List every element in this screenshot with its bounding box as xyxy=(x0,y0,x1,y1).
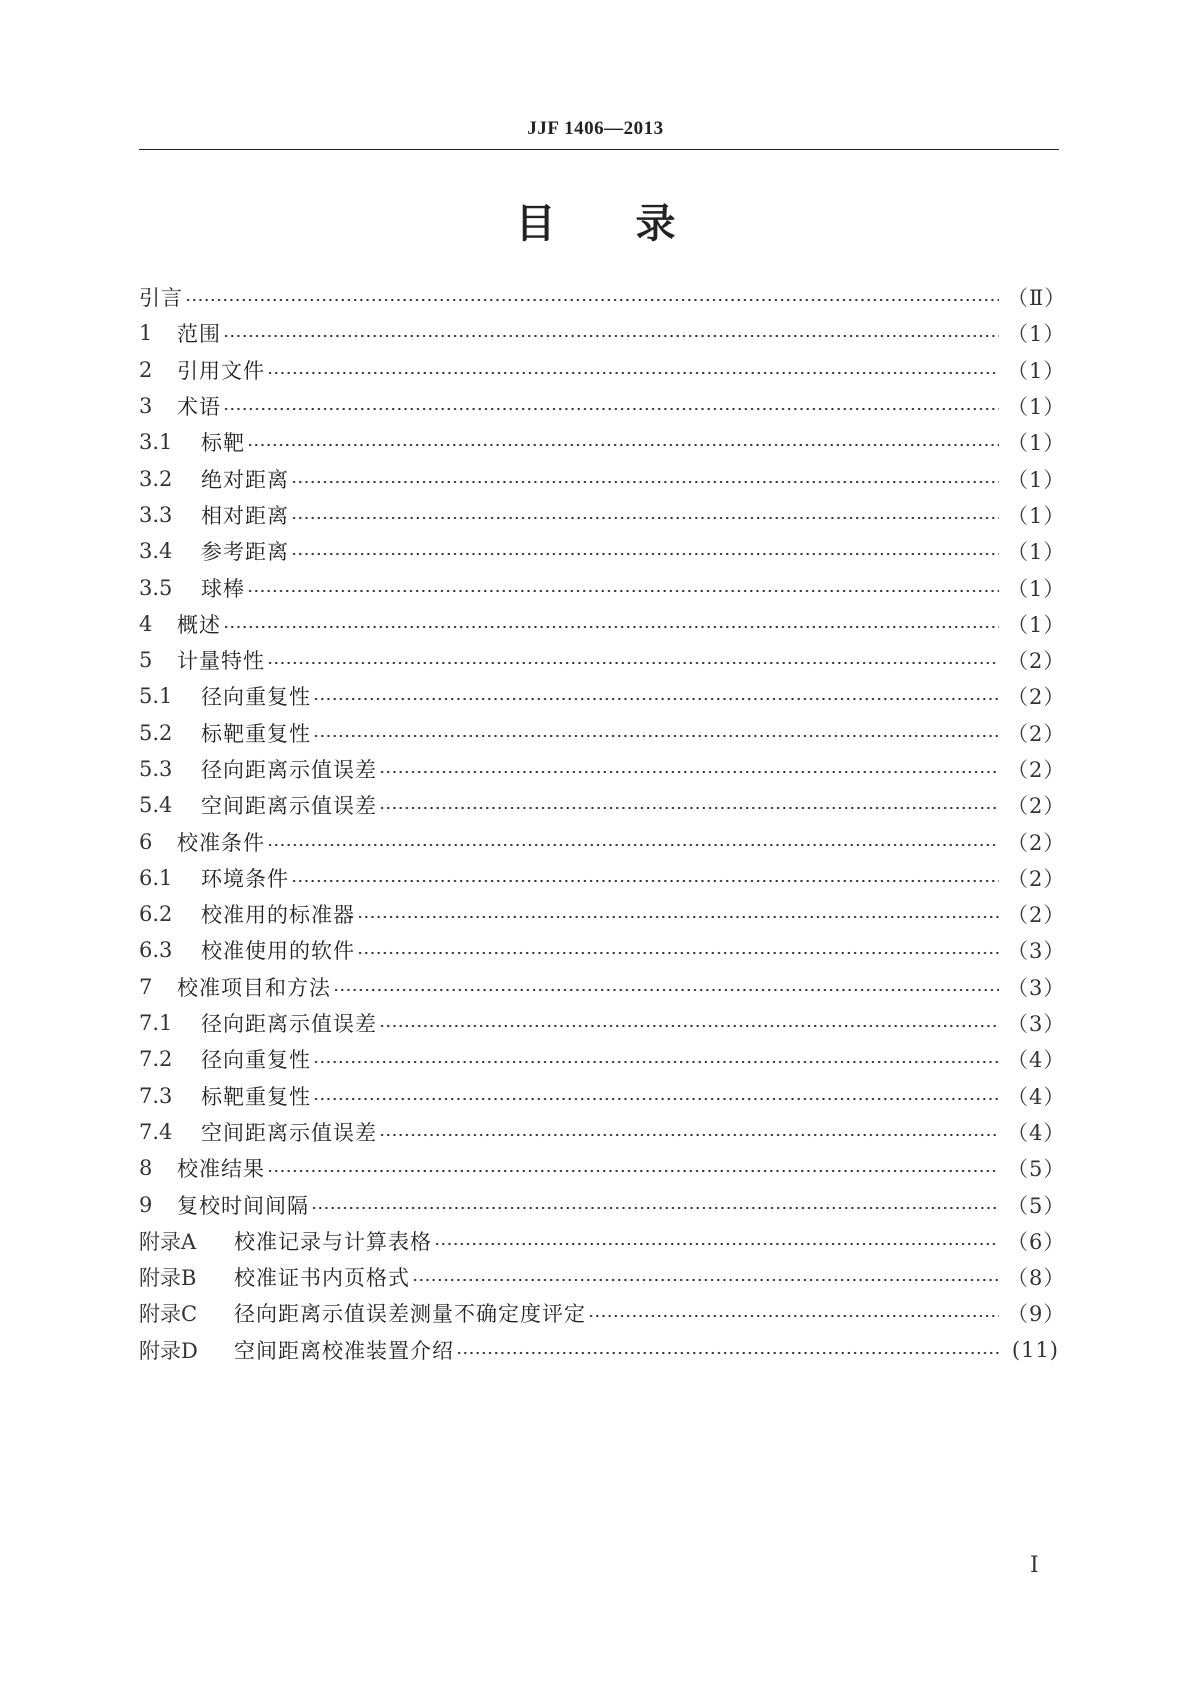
toc-entry-page: （4） xyxy=(1007,1120,1066,1145)
toc-dot-leader xyxy=(267,1169,999,1173)
toc-entry[interactable] xyxy=(139,860,1066,896)
toc-entry-page: （1） xyxy=(1007,395,1066,420)
toc-entry-number: 3.1 xyxy=(139,430,173,455)
toc-entry-number: 5.2 xyxy=(139,720,173,745)
toc-dot-leader xyxy=(412,1278,999,1282)
toc-entry-page: (11) xyxy=(1011,1337,1059,1362)
toc-entry-number: 6.1 xyxy=(139,865,173,890)
toc-entry-page: （1） xyxy=(1007,358,1066,383)
toc-entry-page: （8） xyxy=(1007,1266,1066,1291)
toc-dot-leader xyxy=(267,371,999,375)
toc-entry-title: 范围 xyxy=(177,322,221,347)
toc-entry-number: 7.2 xyxy=(139,1047,173,1072)
toc-entry-title: 径向重复性 xyxy=(201,685,311,710)
toc-entry[interactable] xyxy=(139,1223,1066,1259)
toc-entry[interactable] xyxy=(139,1295,1066,1331)
toc-entry-title: 术语 xyxy=(177,395,221,420)
toc-entry-title: 校准用的标准器 xyxy=(201,903,355,928)
toc-dot-leader xyxy=(267,661,999,665)
toc-entry-page: （9） xyxy=(1007,1302,1066,1327)
toc-entry-page: （3） xyxy=(1007,1012,1066,1037)
toc-entry-number: 7.1 xyxy=(139,1011,173,1036)
toc-entry[interactable] xyxy=(139,1259,1066,1295)
toc-entry-page: （1） xyxy=(1007,503,1066,528)
toc-entry[interactable] xyxy=(139,533,1066,569)
toc-entry-title: 标靶重复性 xyxy=(201,721,311,746)
toc-entry-page: （2） xyxy=(1007,721,1066,746)
toc-dot-leader xyxy=(379,770,999,774)
toc-entry-page: （6） xyxy=(1007,1229,1066,1254)
toc-entry-number: 1 xyxy=(139,321,153,346)
toc-entry-title: 环境条件 xyxy=(201,866,289,891)
toc-dot-leader xyxy=(357,951,999,955)
toc-entry-number: 9 xyxy=(139,1192,153,1217)
toc-entry-title: 径向重复性 xyxy=(201,1048,311,1073)
toc-dot-leader xyxy=(223,625,999,629)
toc-entry[interactable] xyxy=(139,823,1066,859)
toc-entry-number: 附录C xyxy=(139,1302,198,1327)
toc-entry[interactable] xyxy=(139,1332,1059,1368)
toc-dot-leader xyxy=(247,443,999,447)
toc-dot-leader xyxy=(333,988,999,992)
toc-entry-number: 5.4 xyxy=(139,793,173,818)
toc-entry-number: 3.4 xyxy=(139,539,173,564)
toc-entry-title: 空间距离示值误差 xyxy=(201,1120,377,1145)
toc-entry-title: 空间距离示值误差 xyxy=(201,794,377,819)
toc-entry[interactable] xyxy=(139,678,1066,714)
toc-entry-number: 3.3 xyxy=(139,502,173,527)
toc-dot-leader xyxy=(185,298,999,302)
toc-entry-page: （1） xyxy=(1007,467,1066,492)
toc-dot-leader xyxy=(291,879,999,883)
toc-dot-leader xyxy=(311,1206,999,1210)
toc-entry-title: 径向距离示值误差测量不确定度评定 xyxy=(234,1302,586,1327)
toc-dot-leader xyxy=(379,1133,999,1137)
toc-entry-title: 标靶 xyxy=(201,431,245,456)
toc-entry-page: （Ⅱ） xyxy=(1007,286,1067,311)
standard-code-header: JJF 1406—2013 xyxy=(527,118,664,139)
toc-entry-title: 参考距离 xyxy=(201,540,289,565)
toc-entry-title: 校准使用的软件 xyxy=(201,939,355,964)
toc-entry[interactable] xyxy=(139,715,1066,751)
toc-entry[interactable] xyxy=(139,1114,1066,1150)
toc-entry[interactable] xyxy=(139,969,1066,1005)
toc-entry-number: 附录D xyxy=(139,1338,198,1363)
toc-entry[interactable] xyxy=(139,315,1066,351)
page-title: 目录 xyxy=(515,201,756,247)
toc-entry[interactable] xyxy=(139,787,1066,823)
toc-entry[interactable] xyxy=(139,388,1066,424)
toc-entry-page: （1） xyxy=(1007,576,1066,601)
toc-entry-number: 附录A xyxy=(139,1229,197,1254)
toc-dot-leader xyxy=(313,734,999,738)
table-of-contents xyxy=(139,279,1067,1368)
toc-dot-leader xyxy=(267,843,999,847)
toc-dot-leader xyxy=(291,552,999,556)
toc-dot-leader xyxy=(357,915,999,919)
toc-entry-title: 标靶重复性 xyxy=(201,1084,311,1109)
toc-entry-number: 7 xyxy=(139,974,153,999)
toc-dot-leader xyxy=(313,1060,999,1064)
toc-entry-number: 6 xyxy=(139,829,153,854)
toc-entry-title: 绝对距离 xyxy=(201,467,289,492)
toc-entry[interactable] xyxy=(139,1078,1066,1114)
toc-dot-leader xyxy=(313,697,999,701)
toc-entry-title: 计量特性 xyxy=(177,649,265,674)
toc-entry-page: （4） xyxy=(1007,1048,1066,1073)
toc-entry-page: （2） xyxy=(1007,830,1066,855)
toc-dot-leader xyxy=(291,516,999,520)
toc-entry[interactable] xyxy=(139,1150,1066,1186)
toc-entry-page: （2） xyxy=(1007,758,1066,782)
toc-entry[interactable] xyxy=(139,1005,1066,1041)
toc-entry-page: （1） xyxy=(1007,540,1066,565)
toc-entry-number: 附录B xyxy=(139,1266,197,1291)
toc-entry[interactable] xyxy=(139,569,1066,605)
header-rule xyxy=(139,149,1059,150)
toc-entry-page: （4） xyxy=(1007,1084,1066,1109)
toc-entry-number: 6.3 xyxy=(139,938,173,963)
toc-dot-leader xyxy=(379,806,999,810)
toc-entry-page: （3） xyxy=(1007,939,1066,964)
toc-entry[interactable] xyxy=(139,424,1066,460)
toc-entry-title: 校准记录与计算表格 xyxy=(234,1229,432,1254)
toc-entry-number: 7.4 xyxy=(139,1119,173,1144)
toc-entry-page: （1） xyxy=(1007,322,1066,347)
toc-entry-number: 8 xyxy=(139,1156,153,1181)
toc-entry-title: 引言 xyxy=(139,286,183,311)
toc-entry-page: （1） xyxy=(1007,431,1066,456)
toc-entry-page: （2） xyxy=(1007,866,1066,891)
toc-entry-page: （3） xyxy=(1007,975,1066,1000)
toc-dot-leader xyxy=(223,407,999,411)
toc-dot-leader xyxy=(247,589,999,593)
toc-entry-page: （1） xyxy=(1007,612,1066,637)
toc-entry[interactable] xyxy=(139,352,1066,388)
toc-entry-title: 径向距离示值误差 xyxy=(201,1012,377,1037)
toc-dot-leader xyxy=(456,1351,999,1355)
toc-entry-title: 相对距离 xyxy=(201,503,289,528)
toc-entry-page: （5） xyxy=(1007,1193,1066,1218)
toc-dot-leader xyxy=(223,334,999,338)
toc-entry-title: 概述 xyxy=(177,612,221,637)
toc-entry-title: 校准项目和方法 xyxy=(177,975,331,1000)
toc-entry-title: 球棒 xyxy=(201,576,245,601)
toc-entry-title: 径向距离示值误差 xyxy=(201,758,377,782)
toc-entry-page: （2） xyxy=(1007,685,1066,710)
toc-dot-leader xyxy=(313,1097,999,1101)
toc-entry-number: 4 xyxy=(139,611,153,636)
toc-dot-leader xyxy=(379,1024,999,1028)
toc-entry[interactable] xyxy=(139,279,1067,315)
toc-entry-page: （5） xyxy=(1007,1157,1066,1182)
toc-entry[interactable] xyxy=(139,460,1066,496)
toc-entry[interactable] xyxy=(139,606,1066,642)
toc-dot-leader xyxy=(291,480,999,484)
toc-entry-title: 复校时间间隔 xyxy=(177,1193,309,1218)
toc-entry[interactable] xyxy=(139,642,1066,678)
toc-entry-title: 校准证书内页格式 xyxy=(234,1266,410,1291)
toc-entry-page: （2） xyxy=(1007,794,1066,819)
toc-entry[interactable] xyxy=(139,1186,1066,1222)
toc-entry[interactable] xyxy=(139,932,1066,968)
toc-entry-number: 6.2 xyxy=(139,902,173,927)
toc-entry[interactable] xyxy=(139,896,1066,932)
toc-entry-page: （2） xyxy=(1007,903,1066,928)
toc-entry-title: 校准条件 xyxy=(177,830,265,855)
toc-entry-number: 3 xyxy=(139,394,153,419)
toc-dot-leader xyxy=(434,1242,999,1246)
toc-dot-leader xyxy=(588,1314,999,1318)
toc-entry-number: 5.3 xyxy=(139,757,173,781)
toc-entry-number: 7.3 xyxy=(139,1083,173,1108)
toc-entry-title: 引用文件 xyxy=(177,358,265,383)
toc-entry[interactable] xyxy=(139,497,1066,533)
toc-entry-title: 校准结果 xyxy=(177,1157,265,1182)
page-number: Ⅰ xyxy=(1030,1552,1039,1577)
toc-entry-number: 5.1 xyxy=(139,684,173,709)
toc-entry-number: 3.5 xyxy=(139,575,173,600)
toc-entry-number: 5 xyxy=(139,648,153,673)
toc-entry-number: 3.2 xyxy=(139,466,173,491)
toc-entry-title: 空间距离校准装置介绍 xyxy=(234,1338,454,1363)
toc-entry-number: 2 xyxy=(139,357,153,382)
toc-entry[interactable] xyxy=(139,751,1066,787)
toc-entry[interactable] xyxy=(139,1041,1066,1077)
toc-entry-page: （2） xyxy=(1007,649,1066,674)
